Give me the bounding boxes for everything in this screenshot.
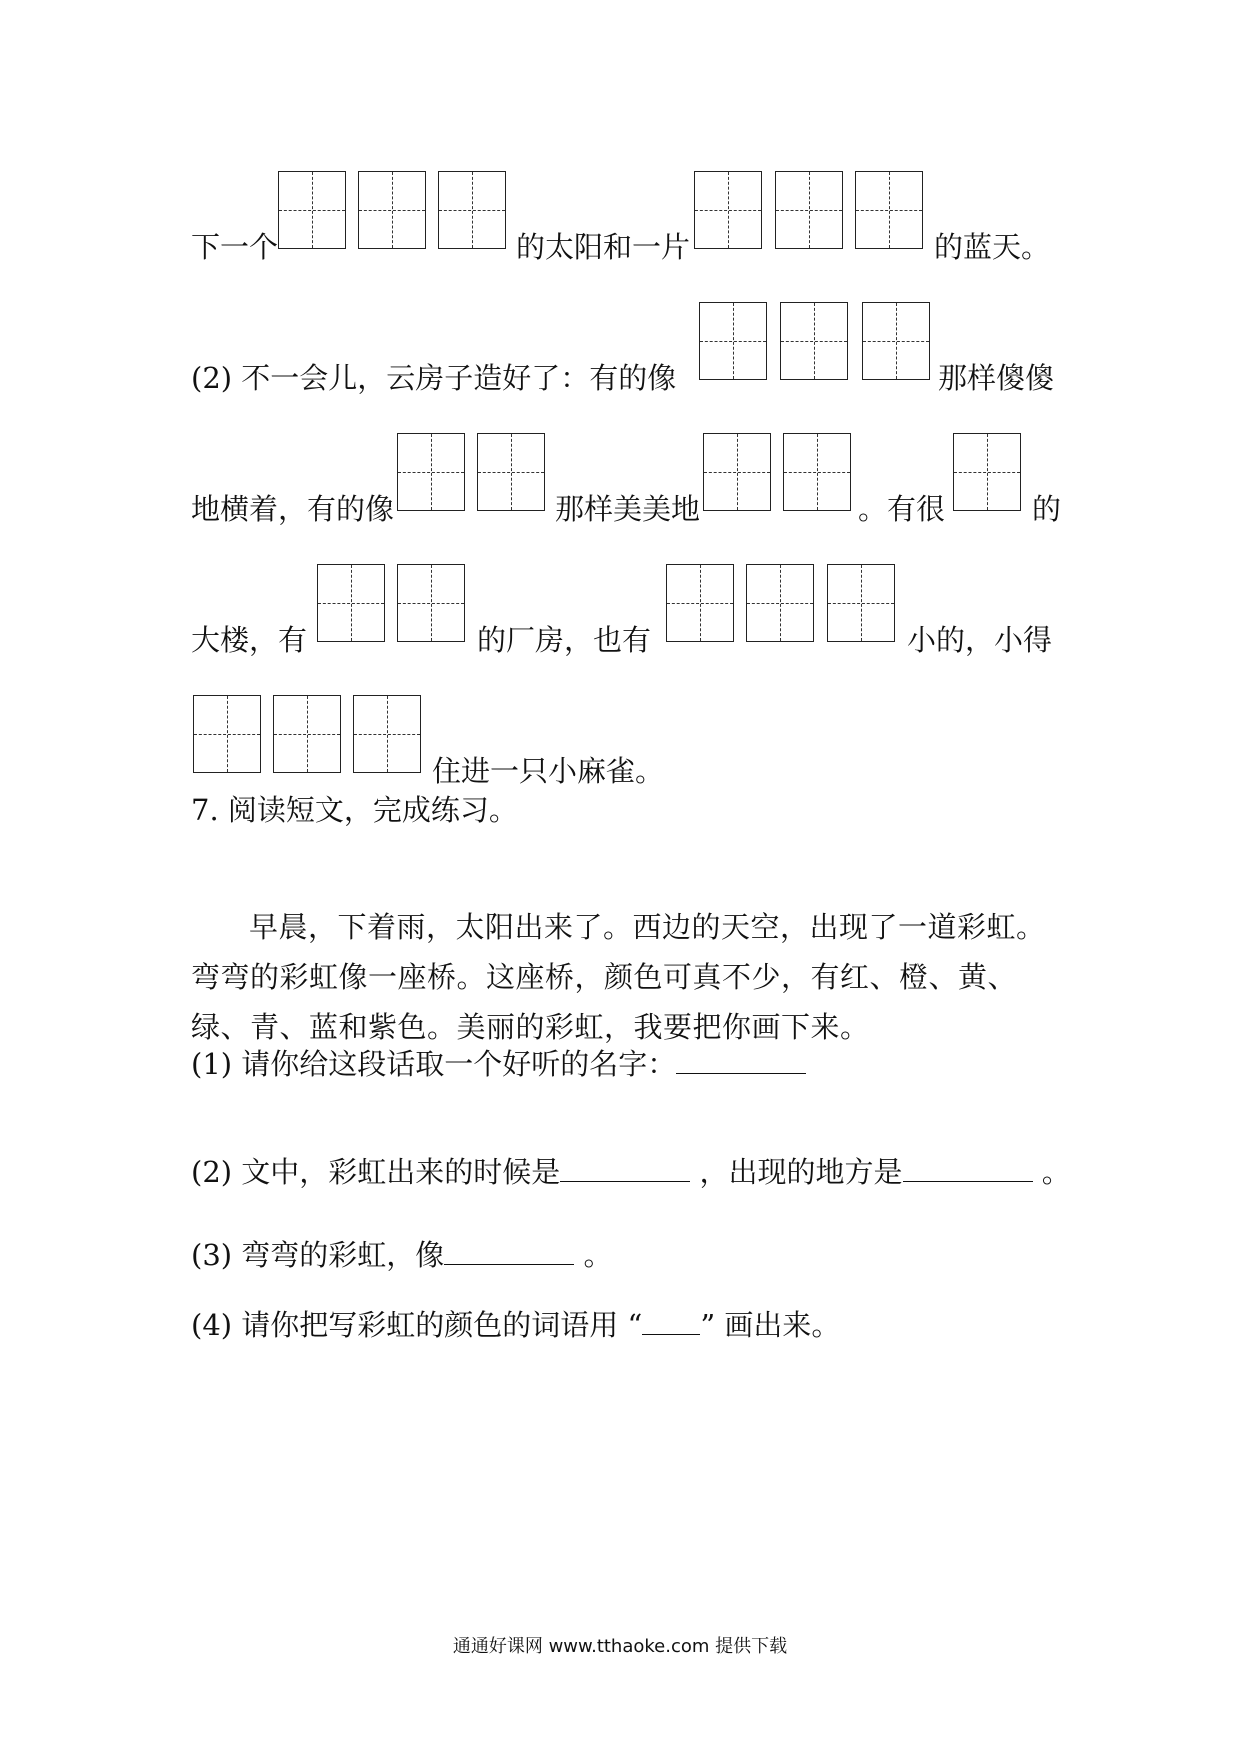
grid-box: [193, 695, 261, 773]
grid-box: [273, 695, 341, 773]
grid-box: [317, 564, 385, 642]
line3-text-d: 的: [1032, 492, 1062, 526]
grid-box: [862, 302, 930, 380]
footer-text: 通通好课网 www.tthaoke.com 提供下载: [452, 1636, 788, 1657]
line1-text-a: 下一个: [191, 230, 279, 264]
line2-text-a: (2) 不一会儿，云房子造好了：有的像: [191, 361, 677, 395]
grid-box: [783, 433, 851, 511]
grid-box: [477, 433, 545, 511]
grid-box: [694, 171, 762, 249]
line4-text-c: 小的，小得: [907, 623, 1053, 657]
question-1: [191, 1046, 806, 1082]
underline-sample: [642, 1310, 700, 1335]
grid-box: [703, 433, 771, 511]
grid-box: [827, 564, 895, 642]
question-3: [191, 1237, 613, 1273]
answer-blank[interactable]: [676, 1049, 806, 1074]
answer-blank[interactable]: [560, 1157, 690, 1182]
question-4-text-b: ” 画出来。: [700, 1308, 841, 1342]
question-2: [191, 1154, 1071, 1190]
grid-box: [953, 433, 1021, 511]
grid-box: [855, 171, 923, 249]
answer-blank[interactable]: [444, 1240, 574, 1265]
question-2-text-c: 。: [1041, 1155, 1071, 1189]
line1-text-c: 的蓝天。: [934, 230, 1051, 264]
answer-blank[interactable]: [903, 1157, 1033, 1182]
grid-box: [358, 171, 426, 249]
grid-box: [278, 171, 346, 249]
grid-box: [780, 302, 848, 380]
question-2-text-a: (2) 文中，彩虹出来的时候是: [191, 1155, 561, 1189]
line1-text-b: 的太阳和一片: [516, 230, 691, 264]
question-3-text-a: (3) 弯弯的彩虹，像: [191, 1238, 445, 1272]
question-4-text-a: (4) 请你把写彩虹的颜色的词语用 “: [191, 1308, 643, 1342]
question-4: [191, 1307, 840, 1343]
question-1-text: (1) 请你给这段话取一个好听的名字：: [191, 1047, 677, 1081]
grid-box: [438, 171, 506, 249]
question-2-text-b: ，出现的地方是: [699, 1155, 903, 1189]
grid-box: [666, 564, 734, 642]
grid-box: [746, 564, 814, 642]
line4-text-a: 大楼，有: [191, 623, 308, 657]
line3-text-b: 那样美美地: [555, 492, 701, 526]
line4-text-b: 的厂房，也有: [477, 623, 652, 657]
line3-text-a: 地横着，有的像: [191, 492, 395, 526]
exercise7-passage: 早晨，下着雨，太阳出来了。西边的天空，出现了一道彩虹。弯弯的彩虹像一座桥。这座桥，颜色可真不少，有红、橙、黄、绿、青、蓝和紫色。美丽的彩虹，我要把你画下来。: [191, 910, 1046, 1044]
exercise7-title: 7. 阅读短文，完成练习。: [191, 793, 518, 827]
line2-text-b: 那样傻傻: [938, 361, 1055, 395]
grid-box: [353, 695, 421, 773]
line5-text-a: 住进一只小麻雀。: [432, 754, 665, 788]
question-3-text-b: 。: [583, 1238, 613, 1272]
grid-box: [699, 302, 767, 380]
grid-box: [397, 433, 465, 511]
grid-box: [775, 171, 843, 249]
line3-text-c: 。有很: [858, 492, 946, 526]
grid-box: [397, 564, 465, 642]
